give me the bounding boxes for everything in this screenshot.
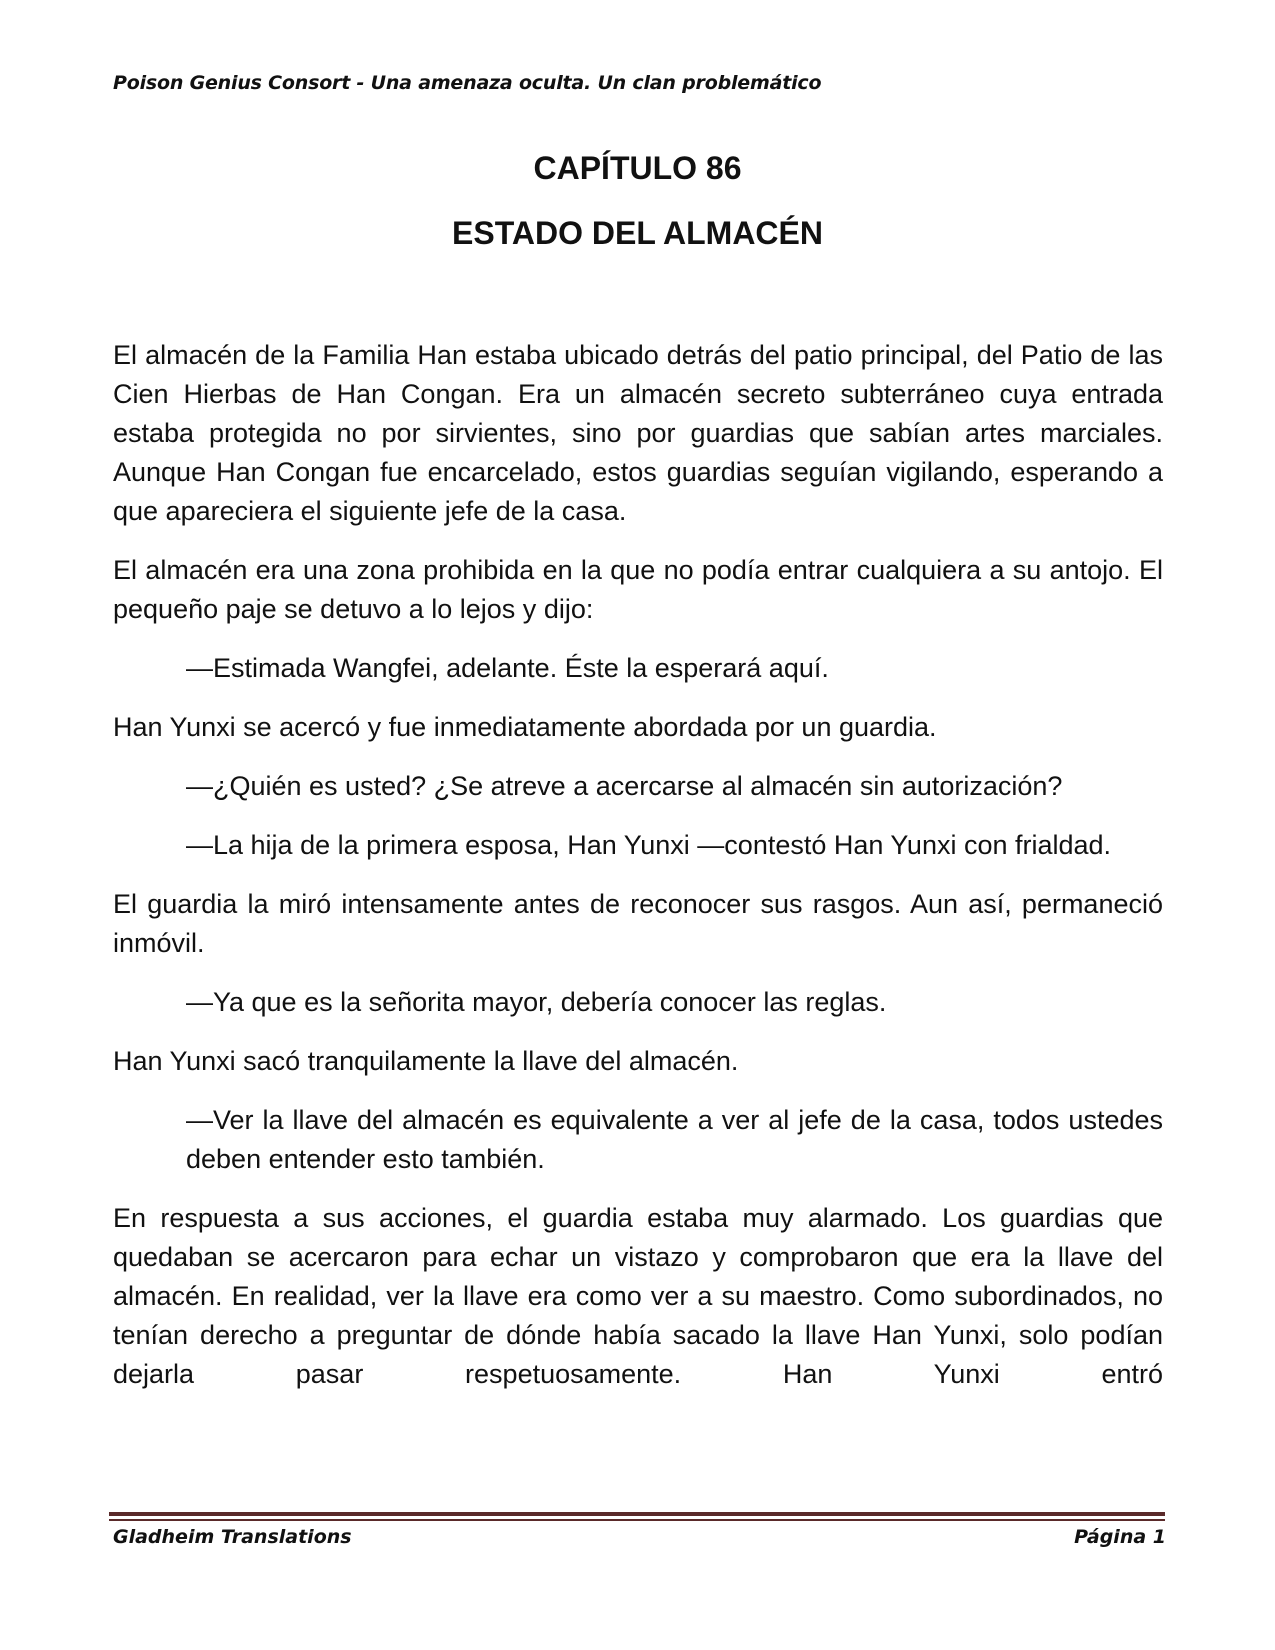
paragraph-1: El almacén de la Familia Han estaba ubicado detrás del patio principal, del Patio de las Cien Hierbas de Han Congan. Era un almacén secreto subterráneo cuya entrada estaba protegida no por sirvientes, sino por guardias que sabían artes marciales. Aunque Han Congan fue encarcelado, estos guardias seguían vigilando, esperando a que apareciera el siguiente jefe de la casa. [113, 340, 1163, 526]
running-header: Poison Genius Consort - Una amenaza oculta. Un clan problemático [113, 72, 822, 94]
chapter-number: CAPÍTULO 86 [533, 150, 742, 186]
dialogue-5: —Ver la llave del almacén es equivalente a ver al jefe de la casa, todos ustedes deben entender esto también. [186, 1105, 1163, 1174]
footer-translator: Gladheim Translations [113, 1526, 352, 1548]
paragraph-5: Han Yunxi sacó tranquilamente la llave del almacén. [113, 1046, 739, 1076]
body-text [113, 336, 1163, 1414]
footer-page-number: Página 1 [1074, 1526, 1166, 1548]
paragraph-2: El almacén era una zona prohibida en la que no podía entrar cualquiera a su antojo. El pequeño paje se detuvo a lo lejos y dijo: [113, 555, 1163, 624]
dialogue-4: —Ya que es la señorita mayor, debería conocer las reglas. [186, 987, 887, 1017]
footer-rule-thin [109, 1519, 1165, 1521]
dialogue-1: —Estimada Wangfei, adelante. Éste la esperará aquí. [186, 653, 829, 683]
chapter-title: ESTADO DEL ALMACÉN [452, 215, 823, 251]
footer-rule-thick [109, 1512, 1165, 1516]
dialogue-3: —La hija de la primera esposa, Han Yunxi —contestó Han Yunxi con frialdad. [186, 830, 1112, 860]
paragraph-4: El guardia la miró intensamente antes de reconocer sus rasgos. Aun así, permaneció inmóvil. [113, 889, 1163, 958]
paragraph-6: En respuesta a sus acciones, el guardia estaba muy alarmado. Los guardias que quedaban se acercaron para echar un vistazo y comprobaron que era la llave del almacén. En realidad, ver la llave era como ver a su maestro. Como subordinados, no tenían derecho a preguntar de dónde había sacado la llave Han Yunxi, solo podían dejarla pasar respetuosamente. Han Yunxi entró [113, 1203, 1163, 1389]
dialogue-2: —¿Quién es usted? ¿Se atreve a acercarse al almacén sin autorización? [186, 771, 1063, 801]
paragraph-3: Han Yunxi se acercó y fue inmediatamente abordada por un guardia. [113, 712, 937, 742]
